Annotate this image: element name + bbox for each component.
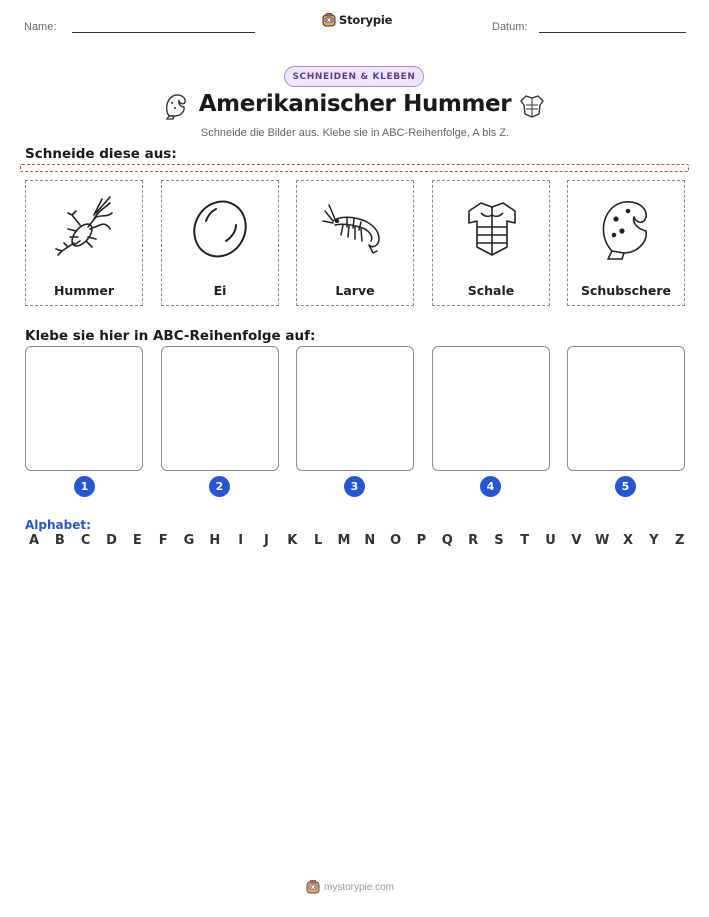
storypie-mascot-icon: [322, 13, 336, 27]
paste-section-heading: Klebe sie hier in ABC-Reihenfolge auf:: [25, 328, 316, 344]
name-line[interactable]: [72, 32, 255, 33]
cut-section-heading: Schneide diese aus:: [25, 146, 177, 162]
order-number-3: 3: [344, 476, 365, 497]
page-title: Amerikanischer Hummer: [198, 91, 512, 117]
activity-badge: SCHNEIDEN & KLEBEN: [284, 66, 424, 87]
card-label: Schale: [467, 283, 515, 298]
brand-name: Storypie: [339, 13, 393, 27]
alphabet-letter: Y: [649, 533, 659, 548]
alphabet-letter: W: [595, 533, 610, 548]
footer: [306, 880, 394, 894]
name-label: Name:: [24, 21, 57, 33]
alphabet-letter: P: [416, 533, 427, 548]
instructions: Schneide die Bilder aus. Klebe sie in ABC-Reihenfolge, A bis Z.: [200, 127, 510, 139]
paste-box-3[interactable]: [296, 346, 414, 471]
card-label: Schubschere: [580, 283, 672, 298]
footer-url[interactable]: mystorypie.com: [324, 881, 395, 893]
alphabet-letter: V: [571, 533, 582, 548]
alphabet-letter: G: [183, 533, 195, 548]
cut-line: [20, 164, 689, 172]
alphabet-letter: B: [54, 533, 65, 548]
paste-box-4[interactable]: [432, 346, 550, 471]
armor-shell-icon: [457, 191, 527, 265]
cut-card-hummer[interactable]: [25, 180, 143, 306]
alphabet-letter: R: [468, 533, 479, 548]
order-number-5: 5: [615, 476, 636, 497]
lobster-icon: [50, 191, 120, 265]
alphabet-letter: E: [132, 533, 142, 548]
egg-icon: [186, 191, 256, 265]
alphabet-letter: Q: [441, 533, 453, 548]
alphabet-letter: O: [390, 533, 402, 548]
brand-logo: [322, 13, 392, 27]
date-label: Datum:: [492, 21, 528, 33]
alphabet-letter: C: [80, 533, 91, 548]
order-number-1: 1: [74, 476, 95, 497]
alphabet-letter: L: [313, 533, 323, 548]
card-label: Hummer: [53, 283, 115, 298]
alphabet-label: Alphabet:: [25, 518, 91, 532]
cut-card-schubschere[interactable]: [567, 180, 685, 306]
card-label: Ei: [213, 283, 227, 298]
alphabet-letter: A: [28, 533, 40, 548]
date-line[interactable]: [539, 32, 686, 33]
alphabet-letter: F: [158, 533, 168, 548]
paste-box-5[interactable]: [567, 346, 685, 471]
alphabet-letter: M: [337, 533, 351, 548]
alphabet-letter: J: [264, 533, 269, 548]
storypie-mascot-icon: [306, 880, 320, 894]
alphabet-letter: K: [287, 533, 298, 548]
alphabet-letter: S: [494, 533, 504, 548]
cut-card-larve[interactable]: [296, 180, 414, 306]
alphabet-letter: T: [520, 533, 530, 548]
crusher-claw-icon: [592, 191, 662, 265]
armor-shell-small-icon: [518, 92, 546, 120]
cut-card-schale[interactable]: [432, 180, 550, 306]
order-number-4: 4: [480, 476, 501, 497]
order-number-2: 2: [209, 476, 230, 497]
card-label: Larve: [335, 283, 375, 298]
alphabet-letter: U: [545, 533, 556, 548]
alphabet-letter: D: [106, 533, 117, 548]
cut-card-ei[interactable]: [161, 180, 279, 306]
alphabet-letter: X: [623, 533, 634, 548]
shrimp-larva-icon: [321, 191, 391, 265]
alphabet-letter: I: [238, 533, 244, 548]
alphabet-letter: N: [364, 533, 376, 548]
alphabet-row: [26, 533, 688, 548]
paste-box-2[interactable]: [161, 346, 279, 471]
alphabet-letter: H: [209, 533, 221, 548]
paste-box-1[interactable]: [25, 346, 143, 471]
alphabet-letter: Z: [674, 533, 685, 548]
